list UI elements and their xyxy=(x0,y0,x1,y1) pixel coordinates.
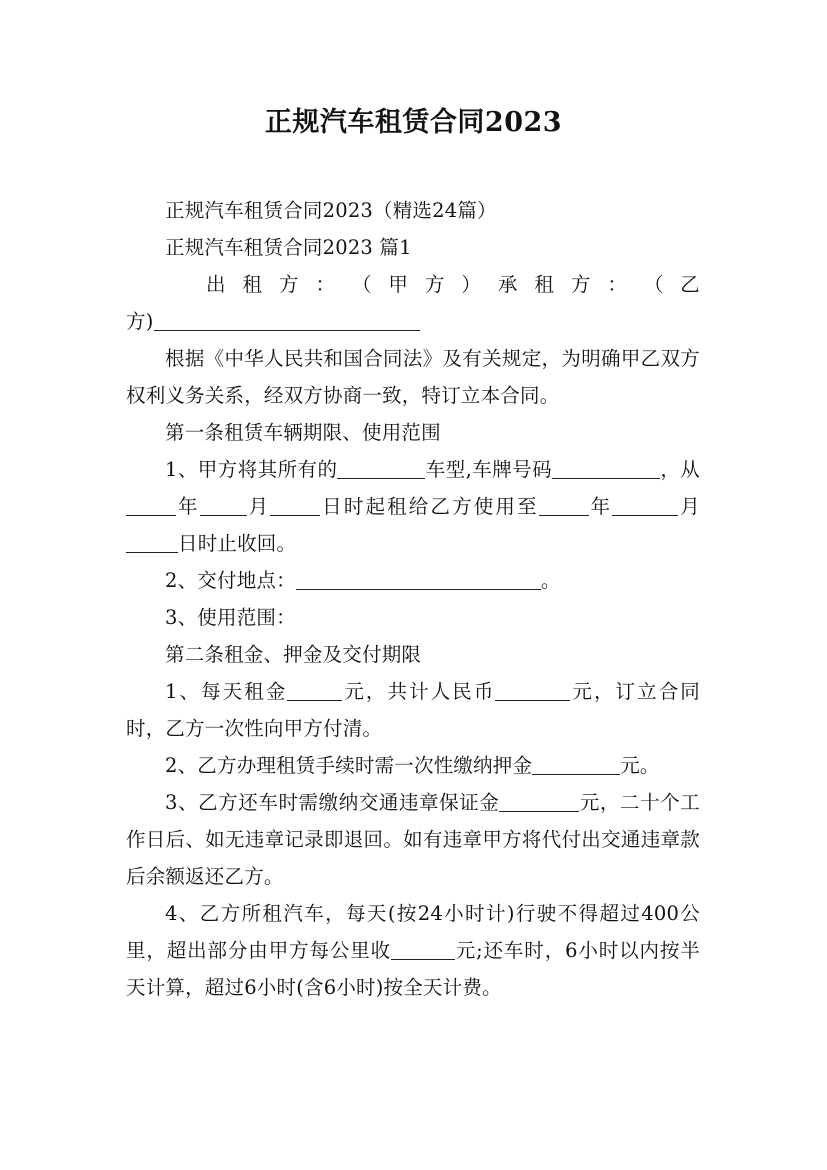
start-day-blank xyxy=(270,493,320,516)
end-year-blank xyxy=(539,493,589,516)
parties-char: ： xyxy=(315,273,336,296)
parties-char: 甲 xyxy=(388,273,409,296)
article-2-item-3 xyxy=(126,784,700,895)
parties-line xyxy=(126,266,700,303)
document-title: 正规汽车租赁合同2023 xyxy=(264,107,563,138)
text: 2、乙方办理租赁手续时需一次性缴纳押金 xyxy=(165,754,533,777)
parties-char: 方 xyxy=(570,273,591,296)
text: 月 xyxy=(678,495,700,518)
text: 1、每天租金 xyxy=(165,680,288,703)
parties-char: 出 xyxy=(206,273,226,296)
parties-char: ： xyxy=(607,273,628,296)
text: 4、乙方所租汽车，每天(按24小时计)行驶不得超过400公里，超出部分由甲方每公里收 xyxy=(126,902,700,962)
start-year-blank xyxy=(126,493,176,516)
text: ， xyxy=(660,458,681,481)
end-day-blank xyxy=(126,530,178,553)
text: 车型,车牌号码 xyxy=(425,458,553,481)
plate-number-blank xyxy=(552,456,660,479)
text: 元，订立合同时，乙方一次性向甲方付清。 xyxy=(126,680,701,740)
parties-char: 租 xyxy=(242,273,263,296)
article-2-item-4 xyxy=(126,895,700,1006)
parties-suffix: 方) xyxy=(126,310,154,333)
parties-line-2 xyxy=(126,303,700,340)
text: 年 xyxy=(588,495,613,518)
text: 3、乙方还车时需缴纳交通违章保证金 xyxy=(165,791,500,814)
text: 2、交付地点： xyxy=(165,569,296,592)
article-1-item-1 xyxy=(126,451,700,562)
article-1-item-2 xyxy=(126,562,700,599)
text: 日时起租给乙方使用至 xyxy=(320,495,539,518)
parties-char: 方 xyxy=(424,273,445,296)
text: 元，二十个工作日后、如无违章记录即退回。如有违章甲方将代付出交通违章款后余额返还乙方。 xyxy=(126,791,700,888)
text: 元。 xyxy=(620,754,660,777)
text: 。 xyxy=(540,569,561,592)
lessee-blank xyxy=(154,308,420,331)
article-2-item-1 xyxy=(126,673,700,747)
vehicle-model-blank xyxy=(337,456,425,479)
violation-deposit-blank xyxy=(499,789,579,812)
delivery-location-blank xyxy=(296,567,541,590)
text: 月 xyxy=(246,495,271,518)
parties-char: （ xyxy=(643,273,664,296)
daily-rent-blank xyxy=(287,678,342,701)
end-month-blank xyxy=(612,493,678,516)
preamble: 根据《中华人民共和国合同法》及有关规定，为明确甲乙双方权利义务关系，经双方协商一致，特订立本合同。 xyxy=(126,347,700,407)
text: 日时止收回。 xyxy=(178,532,297,555)
document-body xyxy=(126,192,700,1006)
parties-char: （ xyxy=(351,273,372,296)
parties-char: ） xyxy=(461,273,482,296)
parties-char: 承 xyxy=(497,273,518,296)
parties-char: 租 xyxy=(534,273,555,296)
text: 年 xyxy=(176,495,200,518)
per-km-fee-blank xyxy=(391,937,455,960)
article-2-heading: 第二条租金、押金及交付期限 xyxy=(165,643,422,666)
parties-char: 乙 xyxy=(680,273,700,296)
total-rmb-blank xyxy=(495,678,570,701)
start-month-blank xyxy=(200,493,247,516)
article-1-item-3: 3、使用范围： xyxy=(165,606,296,629)
text: 元;还车时，6小时以内按半天计算，超过6小时(含6小时)按全天计费。 xyxy=(126,939,700,999)
article-1-heading: 第一条租赁车辆期限、使用范围 xyxy=(165,421,441,444)
subtitle-part: 正规汽车租赁合同2023 篇1 xyxy=(165,236,412,259)
text: 1、甲方将其所有的 xyxy=(165,458,338,481)
text: 元，共计人民币 xyxy=(342,680,496,703)
article-2-item-2 xyxy=(126,747,700,784)
text: 从 xyxy=(680,458,700,481)
subtitle-selection: 正规汽车租赁合同2023（精选24篇） xyxy=(165,199,497,222)
deposit-blank xyxy=(532,752,620,775)
parties-char: 方 xyxy=(278,273,299,296)
